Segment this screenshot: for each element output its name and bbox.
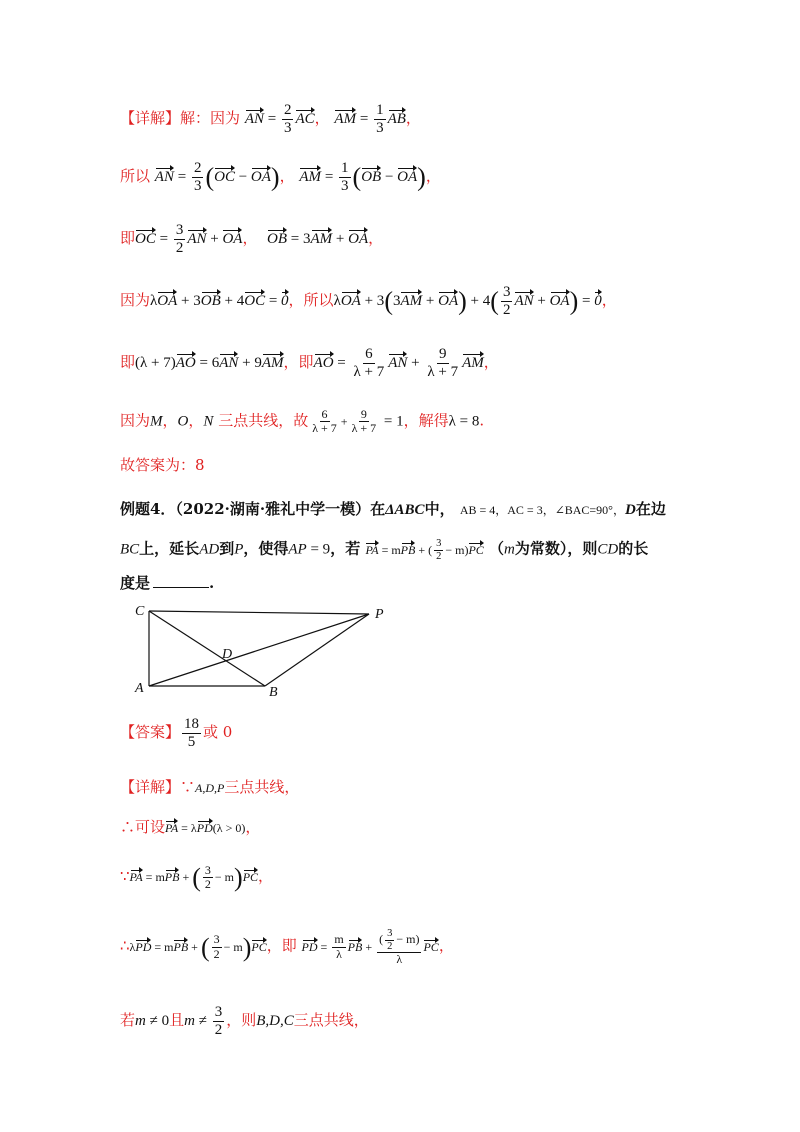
example4-title: 例题4．（2022·湖南·雅礼中学一模）在 (120, 500, 386, 518)
text: ∵ (120, 867, 130, 886)
solution2-line1: 【详解】∵A,D,P三点共线， (120, 778, 300, 796)
segment-cb (149, 611, 265, 686)
text: ，所以 (288, 291, 334, 309)
solution1-line4: 因为λOA + 3OB + 4OC = 0，所以λOA + 3(3AM + OA) + 4( $\frac{3}{2}$ AN + OA) = 0， (120, 284, 617, 318)
text: 或 0 (203, 723, 233, 741)
solution1-line2: 所以 AN = $\frac{2}{3}$ (OC − OA)， AM = $\frac{1}{3}$ (OB − OA)， (120, 160, 441, 194)
segment-cp (149, 611, 369, 614)
answer-blank (153, 575, 209, 588)
text: ，若 (330, 539, 361, 558)
text: 18 (184, 716, 200, 732)
solution1-line5: 即(λ + 7)AO = 6AN + 9AM，即AO = $\frac{6}{\lambda + 7}$ AN + $\frac{9}{\lambda + 7}$ AM， (120, 346, 499, 380)
label-d: D (222, 647, 233, 662)
text: ，使得 (243, 539, 289, 558)
text: 三点共线，故 (218, 411, 309, 430)
label-b: B (269, 685, 278, 700)
text: ΔABC (385, 502, 425, 518)
text: 所以 (120, 167, 151, 185)
example4-line2: BC上，延长AD到P，使得AP = 9，若 PA = mPB + ( $\frac{3}{2}$ − m)PC （m为常数），则CD的长 (120, 538, 649, 562)
text: ， (405, 109, 421, 127)
solution1-line3: 即OC = $\frac{3}{2}$ AN + OA， OB = 3AM + OA， (120, 222, 384, 256)
text: ∴ (120, 936, 130, 955)
text: ∵ (180, 778, 196, 796)
text: 可设 (135, 818, 166, 836)
text: ，即 (283, 353, 314, 371)
text: 三点共线， (224, 778, 300, 796)
text: 在边 (635, 500, 666, 518)
text: ，则 (226, 1011, 257, 1029)
solution2-line5: 若m ≠ 0且m ≠ $\frac{3}{2}$ ，则B,D,C三点共线， (120, 1004, 369, 1038)
answer-tag: 【答案】 (120, 723, 181, 741)
example4-line1: 例题4．（2022·湖南·雅礼中学一模）在ΔABC中， AB = 4，AC = 3，∠BAC=90°，D在边 (120, 500, 666, 518)
text: 且 (169, 1011, 185, 1029)
text: ，即 (266, 936, 297, 955)
text: 的长 (618, 539, 649, 558)
text: 即 (120, 229, 136, 247)
solution2-line4: ∴λPD = mPB + ( $\frac{3}{2}$ − m)PC，即 PD = $\frac{m}{\lambda}$ PB + ( $\frac{3}{2}$ − m) λ PC， (120, 928, 454, 967)
text: 为常数），则 (514, 539, 598, 558)
text: 因为 (120, 291, 151, 309)
text: ，解得 (403, 411, 449, 430)
text: 即 (120, 353, 136, 371)
text: AB = 4，AC = 3，∠BAC=90°， (459, 503, 625, 517)
segment-ap (149, 614, 369, 686)
solution2-line2: ∴可设PA = λPD(λ > 0)， (120, 818, 261, 836)
text: 中， (424, 500, 455, 518)
text: . (209, 574, 215, 592)
text: 到 (219, 539, 235, 558)
text: 5 (187, 733, 196, 750)
solution1-line6: 因为M，O，N 三点共线，故 $\frac{6}{\lambda + 7}$ + $\frac{9}{\lambda + 7}$ = 1，解得λ = 8. (120, 407, 485, 436)
label-p: P (375, 607, 384, 622)
text: 度是 (120, 574, 151, 592)
answer-line-1: 故答案为：8 (120, 456, 205, 474)
text: 解：因为 (180, 109, 241, 127)
text: 因为 (120, 411, 151, 430)
label-a: A (135, 681, 144, 696)
solution-tag: 【详解】 (120, 109, 181, 127)
text: 三点共线， (293, 1011, 369, 1029)
text: 上，延长 (139, 539, 200, 558)
example4-line3 (120, 574, 214, 592)
label-c: C (135, 604, 145, 619)
solution1-line1: 【详解】解：因为 AN = $\frac{2}{3}$ AC， AM = $\frac{1}{3}$ AB， (120, 102, 421, 136)
text: ∴ (120, 818, 136, 836)
answer-line (120, 716, 232, 750)
triangle-figure (132, 600, 402, 700)
text: ， (314, 109, 330, 127)
text: 若 (120, 1011, 136, 1029)
solution2-line3: ∵PA = mPB + ( $\frac{3}{2}$ − m)PC， (120, 862, 274, 892)
solution-tag: 【详解】 (120, 778, 181, 796)
segment-bp (265, 614, 369, 686)
